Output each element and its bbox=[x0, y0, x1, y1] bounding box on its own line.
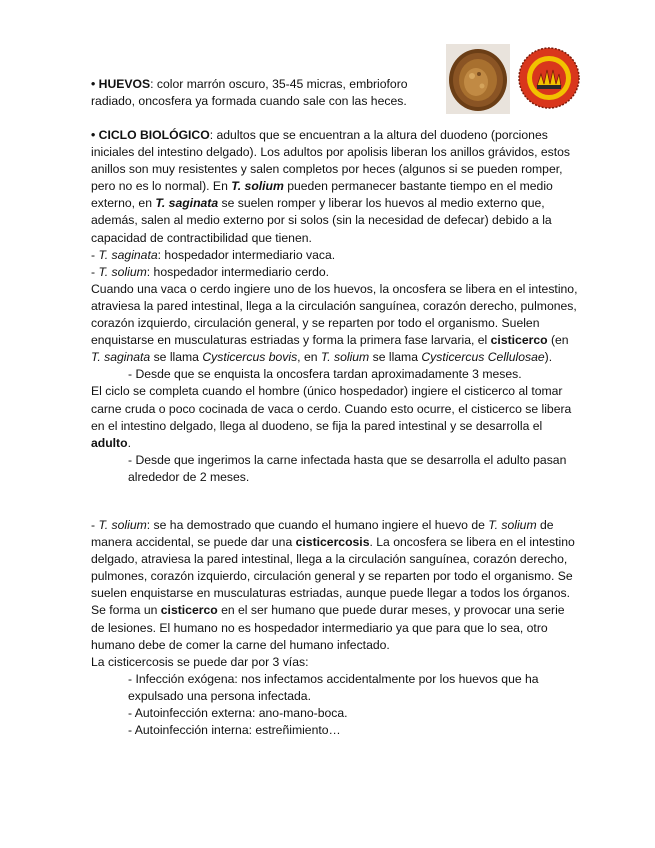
ciclo-paragraph-1: • CICLO BIOLÓGICO: adultos que se encuentran a la altura del duodeno (porciones iniciales del intestino delgado). Los adultos por apolisis liberan los anillos grávidos, estos anillos son muy resistentes y salen completos por heces (algunos si se pueden romper, pero no es lo normal). En T. solium pueden permanecer bastante tiempo en el medio externo, en T. saginata se suelen romper y liberar los huevos al medio externo que, además, salen al medio externo por si solos (sin la necesidad de defecar) debido a la capacidad de contractibilidad que tienen. bbox=[91, 128, 570, 245]
via-item: - Infección exógena: nos infectamos accidentalmente por los huevos que ha expulsado una persona infectada. bbox=[128, 671, 539, 703]
via-item: - Autoinfección externa: ano-mano-boca. bbox=[128, 706, 348, 721]
note-enquista: - Desde que se enquista la oncosfera tardan aproximadamente 3 meses. bbox=[128, 367, 522, 382]
cisticercosis-paragraph: - T. solium: se ha demostrado que cuando el humano ingiere el huevo de T. solium de manera accidental, se puede dar una cisticercosis. La oncosfera se libera en el intestino delgado, atraviesa la pared intestinal, llega a la circulación sanguínea, corazón derecho, pulmones, corazón izquierdo, circulación general y se reparten por todo el organismo. Se suelen enquistarse en musculaturas estriadas, aunque puede llegar a todos los órganos. Se forma un cisticerco en el ser humano que puede durar meses, y provocar una serie de lesiones. El humano no es hospedador intermediario ya que para que lo sea, otro humano debe de comer la carne del humano infectado. bbox=[91, 518, 575, 652]
vias-intro: La cisticercosis se puede dar por 3 vías: bbox=[91, 654, 309, 669]
ciclo-paragraph-3: El ciclo se completa cuando el hombre (único hospedador) ingiere el cisticerco al tomar carne cruda o poco cocinada de vaca o cerdo. Cuando esto ocurre, el cisticerco se libera en el intestino delgado, llega al duodeno, se fija la pared intestinal y se desarrolla el adulto. bbox=[91, 384, 572, 450]
ciclo-section bbox=[91, 127, 581, 486]
ciclo-label: CICLO BIOLÓGICO bbox=[98, 128, 210, 142]
ciclo-paragraph-2: Cuando una vaca o cerdo ingiere uno de los huevos, la oncosfera se libera en el intestino, atraviesa la pared intestinal, llega a la circulación sanguínea, corazón derecho, pulmones, corazón izquierdo, circulación general, y se reparten por todo el organismo. Suelen enquistarse en musculaturas estriadas y forma la primera fase larvaria, el cisticerco (en T. saginata se llama Cysticercus bovis, en T. solium se llama Cysticercus Cellulosae). bbox=[91, 281, 578, 365]
huevos-section bbox=[91, 76, 581, 110]
huevos-label: HUEVOS bbox=[98, 77, 151, 91]
note-adulto: - Desde que ingerimos la carne infectada hasta que se desarrolla el adulto pasan alrededor de 2 meses. bbox=[128, 452, 567, 484]
host-solium: - T. solium: hospedador intermediario cerdo. bbox=[91, 264, 330, 279]
bullet: • bbox=[91, 77, 96, 91]
host-saginata: - T. saginata: hospedador intermediario vaca. bbox=[91, 247, 336, 262]
cisticercosis-section bbox=[91, 517, 581, 739]
huevos-paragraph: • HUEVOS: color marrón oscuro, 35-45 micras, embrioforo radiado, oncosfera ya formada cuando sale con las heces. bbox=[91, 77, 408, 109]
via-item: - Autoinfección interna: estreñimiento… bbox=[128, 723, 341, 738]
